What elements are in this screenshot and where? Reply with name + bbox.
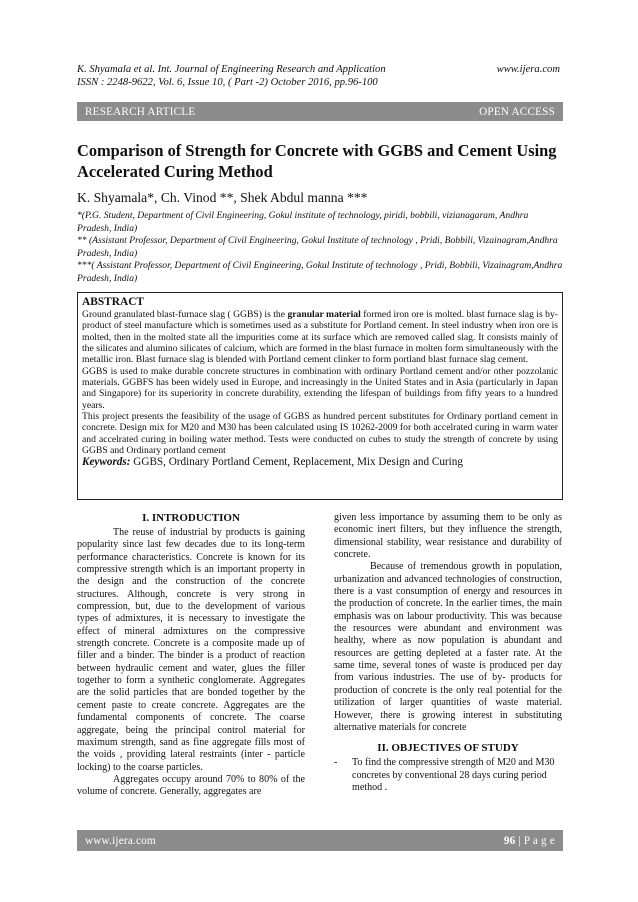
page-number: 96 [503, 834, 516, 847]
footer-website[interactable]: www.ijera.com [85, 834, 156, 847]
abstract-paragraph-1 [82, 309, 558, 366]
affiliation-3: ***( Assistant Professor, Department of Civil Engineering, Gokul Institute of technology , Pridi, Bobbili, Vizainagram,Andhra Pradesh, India) [77, 260, 563, 284]
header-website[interactable]: www.ijera.com [496, 64, 560, 75]
citation-line-1: K. Shyamala et al. Int. Journal of Engineering Research and Application [77, 64, 386, 75]
paper-title: Comparison of Strength for Concrete with GGBS and Cement Using Accelerated Curing Method [77, 141, 557, 181]
objectives-section [334, 742, 562, 794]
introduction-heading: I. INTRODUCTION [142, 512, 240, 524]
left-column [77, 512, 305, 799]
article-type-bar [77, 102, 563, 121]
abstract-paragraph-3: This project presents the feasibility of the usage of GGBS as hundred percent substitutes for Ordinary portland cement in concrete. Design mix for M20 and M30 has been calculated using IS 10262-2009 for both accelrated curing in warm water and accelrated curing in boiling water method. Tests were conducted on cubes to study the strength of concrete by using GGBS and Ordinary portland cement [82, 411, 558, 457]
objective-text: To find the compressive strength of M20 and M30 concretes by conventional 28 days curing period method . [352, 757, 555, 793]
open-access-label: OPEN ACCESS [479, 105, 555, 118]
abstract-heading: ABSTRACT [82, 296, 145, 308]
research-article-label: RESEARCH ARTICLE [85, 105, 196, 118]
objectives-heading: II. OBJECTIVES OF STUDY [377, 742, 519, 755]
abstract-p1-start: Ground granulated blast-furnace slag ( GGBS) is the [82, 309, 288, 320]
affiliation-2: ** (Assistant Professor, Department of Civil Engineering, Gokul Institute of technology , Pridi, Bobbili, Vizainagram,Andhra Pradesh, India) [77, 235, 558, 259]
abstract-p1-bold: granular material [287, 309, 361, 320]
intro-paragraph-1: The reuse of industrial by products is gaining popularity since last few decades due to its long-term performance characteristics. Concrete is known for its compressive strength which is an important property in the design and the construction of the concrete structures. Although, concrete is very strong in compression, but, due to the development of various types of admixtures, it is necessary to investigate the effect of mineral admixtures on the compressive strength concrete. Concrete is a composite made up of filler and a binder. The binder is a product of reaction between hydraulic cement and water, glues the filler together to form a synthetic conglomerate. Aggregates are the solid particles that are bonded together by the cement paste to create concrete. Aggregates are the fundamental components of concrete. The coarse aggregate, being the principal control material for maximum strength, sand as fine aggregate fills most of the voids , providing lateral restraints (inter - particle locking) to the coarse particles. [77, 527, 305, 773]
citation-line-2: ISSN : 2248-9622, Vol. 6, Issue 10, ( Part -2) October 2016, pp.96-100 [77, 77, 378, 88]
keywords-line [82, 457, 558, 468]
paper-authors: K. Shyamala*, Ch. Vinod **, Shek Abdul manna *** [77, 190, 368, 205]
intro-paragraph-4: Because of tremendous growth in population, urbanization and advanced technologies of construction, there is a vast consumption of energy and resources in the production of concrete. In the earlier times, the main emphasis was on labour productivity. This was because the resources were abundant and environment was healthy, where as now population is abundant and resources are getting depleted at a faster rate. At the same time, several tones of waste is produced per day from various industries. The use of by- products for production of concrete is the only real potential for the utilization of larger quantities of waste material. However, there is growing interest in substituting alternative materials for concrete [334, 561, 562, 733]
page-label: | P a g e [515, 834, 555, 847]
page-indicator [504, 835, 555, 847]
intro-paragraph-3: given less importance by assuming them to be only as economic inert filters, but they influence the strength, dimensional stability, wear resistance and durability of concrete. [334, 512, 562, 561]
affiliation-1: *(P.G. Student, Department of Civil Engineering, Gokul institute of technology, piridi, bobbili, vizianagaram, Andhra Pradesh, India) [77, 210, 529, 234]
abstract-p1-end: formed iron ore is molted. blast furnace slag is by-product of steel manufacture which is sometimes used as a substitute for Portland cement. In steel industry when iron ore is molted, then in the molted state all the impurities come at its surface which are removed called slag. It consists mainly of the silicates and alumino silicates of calcium, which are formed in the blast furnace in molten form simultaneously with the metallic iron. Blast furnace slag is blended with Portland cement clinker to form portland blast furnace slag cement. [82, 309, 558, 366]
dash-bullet-icon: - [334, 757, 338, 769]
footer-bar [77, 830, 563, 851]
keywords-text: GGBS, Ordinary Portland Cement, Replacement, Mix Design and Curing [130, 456, 463, 469]
abstract-box [77, 292, 563, 500]
right-column [334, 512, 562, 794]
objective-item [334, 757, 562, 794]
keywords-label: Keywords: [82, 456, 131, 469]
abstract-paragraph-2: GGBS is used to make durable concrete structures in combination with ordinary Portland cement and/or other pozzolanic materials. GGBFS has been widely used in Europe, and increasingly in the United States and in Asia (particularly in Japan and Singapore) for its superiority in concrete durability, extending the lifespan of buildings from fifty years to a hundred years. [82, 365, 558, 411]
running-header [77, 63, 560, 89]
affiliations [77, 210, 563, 286]
intro-paragraph-2: Aggregates occupy around 70% to 80% of the volume of concrete. Generally, aggregates are [77, 773, 305, 798]
